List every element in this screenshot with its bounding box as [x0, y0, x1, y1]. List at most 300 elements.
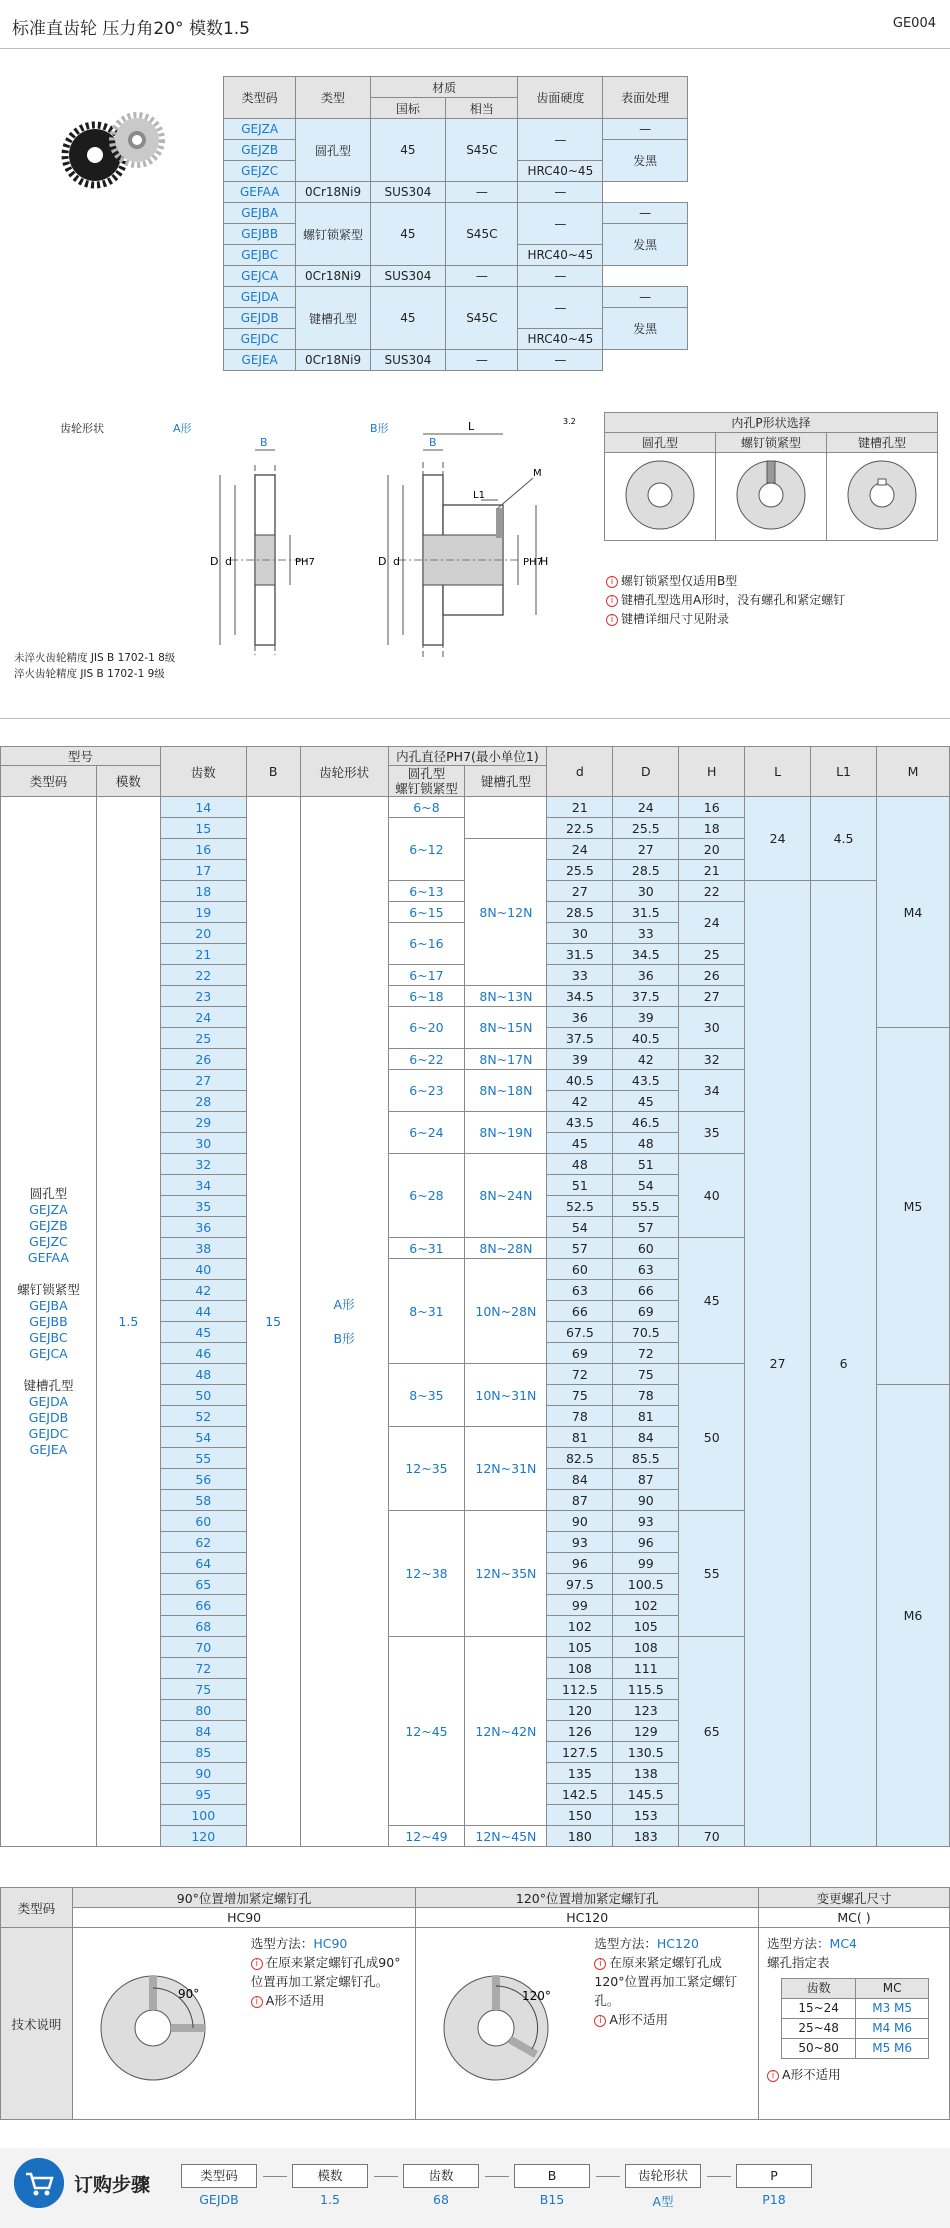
mat-hardness: — [518, 203, 603, 245]
hc90-angle: 90° [177, 1987, 200, 2001]
teeth-cell: 80 [160, 1700, 246, 1721]
teeth-cell: 27 [160, 1070, 246, 1091]
bore-round-cell: 6~13 [388, 881, 465, 902]
th-hardness: 齿面硬度 [518, 77, 603, 119]
D-cell: 33 [613, 923, 679, 944]
th-bore-key: 键槽孔型 [465, 766, 547, 797]
teeth-cell: 64 [160, 1553, 246, 1574]
D-cell: 63 [613, 1259, 679, 1280]
order-step-value: A型 [652, 2194, 674, 2209]
mat-type-code: GEJZB [224, 140, 296, 161]
order-step-label: B [514, 2164, 590, 2188]
d-cell: 51 [547, 1175, 613, 1196]
mat-gb: 45 [370, 287, 445, 350]
bore-round-cell: 12~38 [388, 1511, 465, 1637]
teeth-cell: 28 [160, 1091, 246, 1112]
mat-type-code: GEJZC [224, 161, 296, 182]
spec-table [0, 746, 950, 1847]
precision-line: 淬火齿轮精度 JIS B 1702-1 9级 [14, 668, 165, 680]
hc90-text: 选型方法：HC90 i 在原来紧定螺钉孔成90°位置再加工紧定螺钉孔。 i A形不适用 [250, 1936, 401, 2008]
D-cell: 84 [613, 1427, 679, 1448]
bore-round-cell: 6~28 [388, 1154, 465, 1238]
D-cell: 111 [613, 1658, 679, 1679]
opt-th-hc90: 90°位置增加紧定螺钉孔 [72, 1888, 416, 1908]
teeth-cell: 85 [160, 1742, 246, 1763]
precision-line: 未淬火齿轮精度 JIS B 1702-1 8级 [14, 652, 176, 664]
D-cell: 145.5 [613, 1784, 679, 1805]
note-item: i 键槽详细尺寸见附录 [606, 610, 845, 629]
teeth-cell: 42 [160, 1280, 246, 1301]
bore-round-cell: 6~31 [388, 1238, 465, 1259]
bore-key-cell: 8N~28N [465, 1238, 547, 1259]
h-cell: 22 [679, 881, 745, 902]
a-shape-drawing [200, 430, 400, 670]
step-connector [596, 2176, 620, 2177]
bore-round-cell: 6~23 [388, 1070, 465, 1112]
teeth-cell: 120 [160, 1826, 246, 1847]
note-item: i 键槽孔型选用A形时，没有螺孔和紧定螺钉 [606, 591, 845, 610]
warning-icon: i [594, 2015, 606, 2027]
drawing-label-M: M [533, 468, 542, 479]
D-cell: 25.5 [613, 818, 679, 839]
D-cell: 43.5 [613, 1070, 679, 1091]
mat-surface: — [518, 350, 603, 371]
teeth-cell: 56 [160, 1469, 246, 1490]
bore-key-cell: 12N~31N [465, 1427, 547, 1511]
teeth-cell: 55 [160, 1448, 246, 1469]
teeth-cell: 19 [160, 902, 246, 923]
d-cell: 150 [547, 1805, 613, 1826]
warning-icon: i [606, 595, 618, 607]
bore-key-cell [465, 797, 547, 839]
type-code-list [1, 797, 97, 1847]
D-cell: 36 [613, 965, 679, 986]
type-code-item: GEJDC [28, 1425, 69, 1441]
D-cell: 75 [613, 1364, 679, 1385]
D-cell: 28.5 [613, 860, 679, 881]
order-step-value: B15 [539, 2192, 565, 2207]
setscrew-bore-icon [731, 455, 811, 535]
d-cell: 69 [547, 1343, 613, 1364]
opt-th-hc120: 120°位置增加紧定螺钉孔 [416, 1888, 759, 1908]
drawing-label-D: D [210, 555, 219, 568]
teeth-cell: 90 [160, 1763, 246, 1784]
d-cell: 30 [547, 923, 613, 944]
type-code-item: GEJCA [29, 1345, 68, 1361]
h-cell: 21 [679, 860, 745, 881]
opt-code-hc120: HC120 [416, 1908, 759, 1928]
type-code-item: GEJBA [29, 1297, 68, 1313]
precision-note [14, 650, 175, 682]
h-cell: 18 [679, 818, 745, 839]
h-cell: 40 [679, 1154, 745, 1238]
d-cell: 72 [547, 1364, 613, 1385]
bore-round-cell: 6~15 [388, 902, 465, 923]
opt-th-mc: 变更螺孔尺寸 [759, 1888, 950, 1908]
D-cell: 153 [613, 1805, 679, 1826]
D-cell: 90 [613, 1490, 679, 1511]
D-cell: 102 [613, 1595, 679, 1616]
mat-type-code: GEJDB [224, 308, 296, 329]
d-cell: 93 [547, 1532, 613, 1553]
D-cell: 66 [613, 1280, 679, 1301]
D-cell: 72 [613, 1343, 679, 1364]
mat-surface: — [603, 203, 688, 224]
warning-icon: i [594, 1958, 606, 1970]
mc-cell: 25~48 [782, 2019, 856, 2039]
d-cell: 180 [547, 1826, 613, 1847]
m-cell: M5 [877, 1028, 950, 1385]
h-cell: 26 [679, 965, 745, 986]
bore-key-cell: 12N~35N [465, 1511, 547, 1637]
mat-gb: 0Cr18Ni9 [296, 182, 370, 203]
D-cell: 93 [613, 1511, 679, 1532]
teeth-cell: 58 [160, 1490, 246, 1511]
order-step-value: GEJDB [199, 2192, 239, 2207]
teeth-cell: 40 [160, 1259, 246, 1280]
step-connector [263, 2176, 287, 2177]
teeth-cell: 16 [160, 839, 246, 860]
mat-equiv: S45C [446, 203, 518, 266]
opt-code-hc90: HC90 [72, 1908, 416, 1928]
drawing-label-H: H [540, 555, 549, 568]
d-cell: 99 [547, 1595, 613, 1616]
warning-icon: i [606, 614, 618, 626]
mat-equiv: SUS304 [370, 182, 445, 203]
step-connector [707, 2176, 731, 2177]
teeth-cell: 70 [160, 1637, 246, 1658]
l1-cell: 4.5 [811, 797, 877, 881]
order-step-value: 68 [433, 2192, 449, 2207]
drawing-label-b2: B [429, 436, 437, 449]
D-cell: 57 [613, 1217, 679, 1238]
mat-hardness: — [446, 350, 518, 371]
b-shape-label: B形 [370, 422, 389, 435]
mat-equiv: SUS304 [370, 350, 445, 371]
bore-key-cell: 8N~12N [465, 839, 547, 986]
mat-type: 螺钉锁紧型 [296, 203, 370, 266]
bore-round-cell: 6~8 [388, 797, 465, 818]
h-cell: 65 [679, 1637, 745, 1826]
bore-shape-setscrew: 螺钉锁紧型 [716, 433, 827, 453]
l-cell: 24 [745, 797, 811, 881]
mat-type: 圆孔型 [296, 119, 370, 182]
th-d: d [547, 747, 613, 797]
hc120-text: 选型方法：HC120 i 在原来紧定螺钉孔成120°位置再加工紧定螺钉孔。 i A形不适用 [594, 1936, 737, 2027]
bore-key-cell: 8N~18N [465, 1070, 547, 1112]
bore-key-cell: 10N~31N [465, 1364, 547, 1427]
drawing-label-d: d [225, 555, 232, 568]
teeth-cell: 26 [160, 1049, 246, 1070]
d-cell: 142.5 [547, 1784, 613, 1805]
order-step-label: 模数 [292, 2164, 368, 2188]
mat-surface: 发黑 [603, 308, 688, 350]
D-cell: 48 [613, 1133, 679, 1154]
D-cell: 30 [613, 881, 679, 902]
d-cell: 75 [547, 1385, 613, 1406]
mat-surface: 发黑 [603, 140, 688, 182]
th-H: H [679, 747, 745, 797]
d-cell: 36 [547, 1007, 613, 1028]
mc-cell: 50~80 [782, 2039, 856, 2059]
bore-shape-round: 圆孔型 [605, 433, 716, 453]
teeth-cell: 25 [160, 1028, 246, 1049]
D-cell: 70.5 [613, 1322, 679, 1343]
d-cell: 84 [547, 1469, 613, 1490]
bore-round-cell: 6~12 [388, 818, 465, 881]
d-cell: 39 [547, 1049, 613, 1070]
th-shape: 齿轮形状 [300, 747, 388, 797]
d-cell: 120 [547, 1700, 613, 1721]
D-cell: 183 [613, 1826, 679, 1847]
bore-notes [606, 572, 845, 629]
th-bore: 内孔直径PH7(最小单位1) [388, 747, 547, 766]
l1-cell: 6 [811, 881, 877, 1847]
bore-round-cell: 8~31 [388, 1259, 465, 1364]
type-code-item: GEJBB [29, 1313, 68, 1329]
D-cell: 37.5 [613, 986, 679, 1007]
mat-type-code: GEJBB [224, 224, 296, 245]
d-cell: 31.5 [547, 944, 613, 965]
th-teeth: 齿数 [160, 747, 246, 797]
teeth-cell: 95 [160, 1784, 246, 1805]
type-code-item [1, 1362, 96, 1378]
material-table [223, 76, 688, 371]
D-cell: 69 [613, 1301, 679, 1322]
teeth-cell: 45 [160, 1322, 246, 1343]
D-cell: 87 [613, 1469, 679, 1490]
order-step-label: 齿轮形状 [625, 2164, 701, 2188]
d-cell: 48 [547, 1154, 613, 1175]
drawing-label-d2: d [393, 555, 400, 568]
bore-key-cell: 8N~15N [465, 1007, 547, 1049]
D-cell: 138 [613, 1763, 679, 1784]
b-cell: 15 [246, 797, 300, 1847]
D-cell: 46.5 [613, 1112, 679, 1133]
mat-hardness: HRC40~45 [518, 161, 603, 182]
bore-round-cell: 8~35 [388, 1364, 465, 1427]
hc120-diagram [416, 1928, 586, 2108]
d-cell: 37.5 [547, 1028, 613, 1049]
options-table [0, 1887, 950, 2120]
d-cell: 127.5 [547, 1742, 613, 1763]
d-cell: 105 [547, 1637, 613, 1658]
l-cell: 27 [745, 881, 811, 1847]
teeth-cell: 84 [160, 1721, 246, 1742]
h-cell: 20 [679, 839, 745, 860]
bore-key-cell: 10N~28N [465, 1259, 547, 1364]
d-cell: 60 [547, 1259, 613, 1280]
bore-round-cell: 6~17 [388, 965, 465, 986]
D-cell: 99 [613, 1553, 679, 1574]
d-cell: 34.5 [547, 986, 613, 1007]
mat-hardness: HRC40~45 [518, 329, 603, 350]
d-cell: 21 [547, 797, 613, 818]
teeth-cell: 72 [160, 1658, 246, 1679]
mat-type-code: GEJEA [224, 350, 296, 371]
bore-key-cell: 8N~24N [465, 1154, 547, 1238]
mat-type-code: GEJBC [224, 245, 296, 266]
th-M: M [877, 747, 950, 797]
drawing-label-D2: D [378, 555, 387, 568]
warning-icon: i [251, 1958, 263, 1970]
type-code-item: GEJZB [29, 1217, 68, 1233]
teeth-cell: 23 [160, 986, 246, 1007]
D-cell: 31.5 [613, 902, 679, 923]
bore-round-cell: 6~16 [388, 923, 465, 965]
b-shape-drawing [378, 410, 588, 670]
th-type-code2: 类型码 [1, 766, 97, 797]
order-steps [0, 2148, 950, 2228]
D-cell: 51 [613, 1154, 679, 1175]
d-cell: 81 [547, 1427, 613, 1448]
D-cell: 34.5 [613, 944, 679, 965]
D-cell: 96 [613, 1532, 679, 1553]
th-B: B [246, 747, 300, 797]
d-cell: 67.5 [547, 1322, 613, 1343]
bore-shape-title: 内孔P形状选择 [605, 413, 938, 433]
table-row [1, 797, 950, 818]
d-cell: 45 [547, 1133, 613, 1154]
drawing-label-L1: L1 [473, 490, 485, 501]
shape-item: B形 [333, 1330, 355, 1346]
roughness-mark: 3.2 [563, 417, 576, 426]
gear-product-image [55, 110, 175, 190]
D-cell: 85.5 [613, 1448, 679, 1469]
d-cell: 57 [547, 1238, 613, 1259]
D-cell: 45 [613, 1091, 679, 1112]
hc120-angle: 120° [522, 1989, 552, 2003]
teeth-cell: 36 [160, 1217, 246, 1238]
a-shape-label: A形 [173, 422, 192, 435]
bore-round-cell: 6~24 [388, 1112, 465, 1154]
d-cell: 54 [547, 1217, 613, 1238]
teeth-cell: 29 [160, 1112, 246, 1133]
d-cell: 66 [547, 1301, 613, 1322]
bore-round-cell: 12~45 [388, 1637, 465, 1826]
h-cell: 34 [679, 1070, 745, 1112]
bore-round-cell: 6~20 [388, 1007, 465, 1049]
d-cell: 43.5 [547, 1112, 613, 1133]
mc-text: 选型方法：MC4 螺孔指定表 齿数 MC 15~24 M3 M5 25~48 M4 M6 50~80 M5 M6 i A形不适用 [759, 1928, 950, 2120]
mc-cell: M4 M6 [856, 2019, 929, 2039]
type-code-item: GEJZA [29, 1201, 68, 1217]
page-header [0, 0, 950, 50]
th-L1: L1 [811, 747, 877, 797]
teeth-cell: 38 [160, 1238, 246, 1259]
teeth-cell: 52 [160, 1406, 246, 1427]
round-bore-icon [620, 455, 700, 535]
D-cell: 100.5 [613, 1574, 679, 1595]
D-cell: 54 [613, 1175, 679, 1196]
cart-icon [14, 2158, 64, 2208]
teeth-cell: 60 [160, 1511, 246, 1532]
d-cell: 42 [547, 1091, 613, 1112]
D-cell: 55.5 [613, 1196, 679, 1217]
bore-shape-table [604, 412, 938, 541]
mc-th-mc: MC [856, 1979, 929, 1999]
th-D: D [613, 747, 679, 797]
h-cell: 27 [679, 986, 745, 1007]
drawing-label-p: PH7 [295, 557, 315, 568]
order-title: 订购步骤 [74, 2174, 151, 2196]
gear-shape-label: 齿轮形状 [60, 422, 104, 435]
D-cell: 39 [613, 1007, 679, 1028]
type-code-item: GEJBC [29, 1329, 68, 1345]
mat-type: 键槽孔型 [296, 287, 370, 350]
type-code-item: GEJZC [29, 1233, 68, 1249]
order-step-label: 齿数 [403, 2164, 479, 2188]
type-code-item: GEFAA [27, 1249, 69, 1265]
mc-table [781, 1978, 929, 2059]
th-material: 材质 [370, 77, 518, 98]
mat-gb: 0Cr18Ni9 [296, 350, 370, 371]
D-cell: 60 [613, 1238, 679, 1259]
D-cell: 129 [613, 1721, 679, 1742]
keyway-bore-icon [842, 455, 922, 535]
mat-type-code: GEJDA [224, 287, 296, 308]
hc90-method-value: HC90 [313, 1936, 348, 1951]
mat-hardness: — [518, 287, 603, 329]
hc90-diagram [73, 1928, 243, 2108]
mat-surface: — [603, 119, 688, 140]
mc-spec-label: 螺孔指定表 [767, 1955, 830, 1970]
d-cell: 82.5 [547, 1448, 613, 1469]
d-cell: 22.5 [547, 818, 613, 839]
h-cell: 24 [679, 902, 745, 944]
teeth-cell: 75 [160, 1679, 246, 1700]
teeth-cell: 15 [160, 818, 246, 839]
D-cell: 81 [613, 1406, 679, 1427]
note-item: i 螺钉锁紧型仅适用B型 [606, 572, 845, 591]
h-cell: 70 [679, 1826, 745, 1847]
h-cell: 16 [679, 797, 745, 818]
mat-surface: — [603, 287, 688, 308]
mc-th-teeth: 齿数 [782, 1979, 856, 1999]
mc-method-value: MC4 [829, 1936, 857, 1951]
d-cell: 102 [547, 1616, 613, 1637]
type-code-item [1, 1266, 96, 1282]
m-cell: M6 [877, 1385, 950, 1847]
order-step-value: P18 [762, 2192, 786, 2207]
bore-round-cell: 12~49 [388, 1826, 465, 1847]
mat-type-code: GEJZA [224, 119, 296, 140]
bore-key-cell: 8N~17N [465, 1049, 547, 1070]
bore-key-cell: 8N~13N [465, 986, 547, 1007]
th-L: L [745, 747, 811, 797]
D-cell: 78 [613, 1385, 679, 1406]
D-cell: 40.5 [613, 1028, 679, 1049]
th-model: 型号 [1, 747, 161, 766]
mc-cell: M5 M6 [856, 2039, 929, 2059]
teeth-cell: 66 [160, 1595, 246, 1616]
step-connector [374, 2176, 398, 2177]
mat-equiv: S45C [446, 287, 518, 350]
d-cell: 27 [547, 881, 613, 902]
D-cell: 115.5 [613, 1679, 679, 1700]
h-cell: 30 [679, 1007, 745, 1049]
d-cell: 90 [547, 1511, 613, 1532]
d-cell: 135 [547, 1763, 613, 1784]
bore-round-cell: 6~22 [388, 1049, 465, 1070]
warning-icon: i [767, 2070, 779, 2082]
d-cell: 78 [547, 1406, 613, 1427]
d-cell: 28.5 [547, 902, 613, 923]
teeth-cell: 62 [160, 1532, 246, 1553]
mat-surface: 发黑 [603, 224, 688, 266]
mat-type-code: GEFAA [224, 182, 296, 203]
opt-code-mc: MC( ) [759, 1908, 950, 1928]
